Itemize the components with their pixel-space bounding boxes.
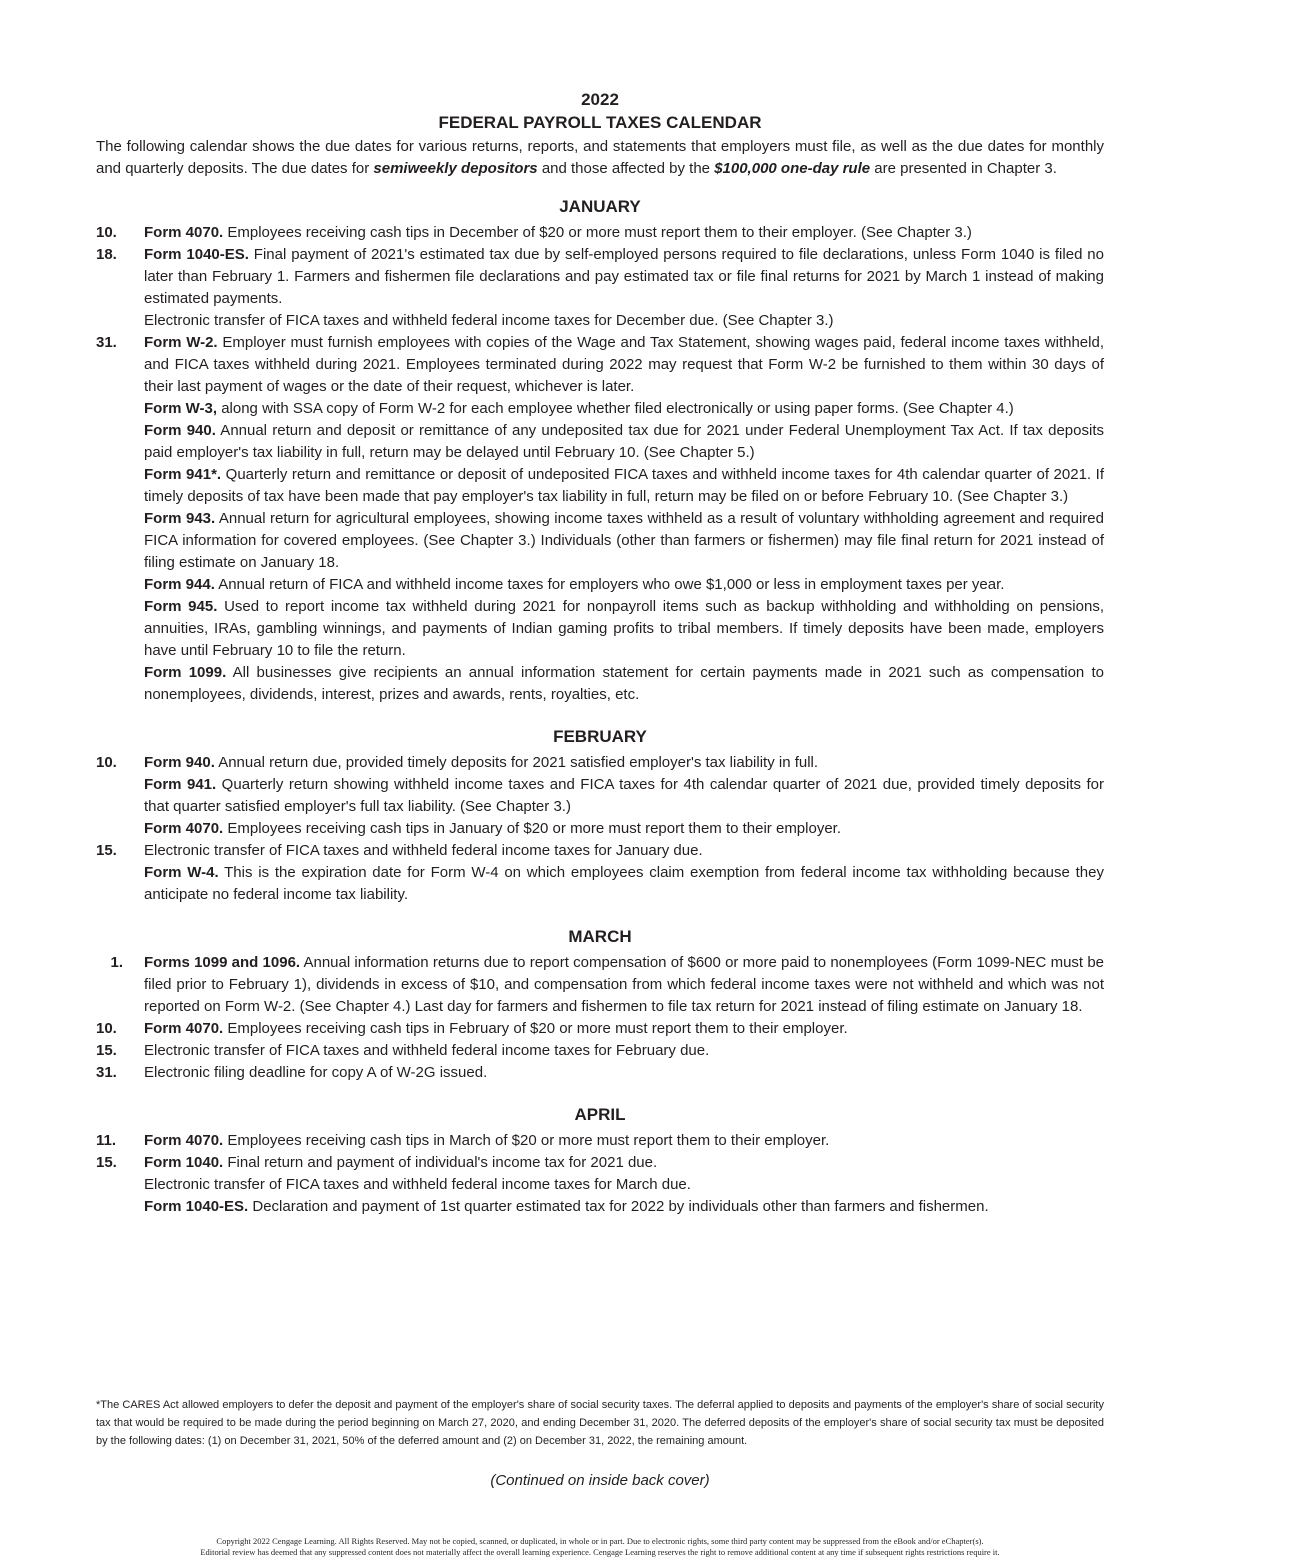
entry-day bbox=[96, 420, 144, 464]
entry-text: Electronic transfer of FICA taxes and withheld federal income taxes for January due. bbox=[144, 842, 703, 859]
entry-text: All businesses give recipients an annual information statement for certain payments made in 2021 such as compensation to nonemployees, dividends, interest, prizes and awards, rents, royalties, etc. bbox=[144, 664, 1104, 703]
entry-text: Electronic transfer of FICA taxes and withheld federal income taxes for February due. bbox=[144, 1042, 710, 1059]
entry-day bbox=[96, 464, 144, 508]
calendar-entry bbox=[96, 332, 1104, 398]
calendar-entry bbox=[96, 1018, 1104, 1040]
calendar-entry bbox=[96, 310, 1104, 332]
entry-day: 31. bbox=[96, 1064, 117, 1081]
entry-text: Electronic transfer of FICA taxes and withheld federal income taxes for December due. (See Chapter 3.) bbox=[144, 312, 834, 329]
entry-day bbox=[96, 862, 144, 906]
month-heading-february: FEBRUARY bbox=[553, 727, 647, 746]
calendar-entry bbox=[96, 1196, 1104, 1218]
form-name: Form 941. bbox=[144, 776, 217, 793]
entry-day bbox=[96, 574, 144, 596]
calendar-entry bbox=[96, 1062, 1104, 1084]
form-name: Form 940. bbox=[144, 422, 216, 439]
form-name: Form 943. bbox=[144, 510, 216, 527]
form-name: Form 1040-ES. bbox=[144, 246, 249, 263]
month-heading-march: MARCH bbox=[568, 927, 632, 946]
form-name: Form 945. bbox=[144, 598, 218, 615]
entry-text: Quarterly return showing withheld income taxes and FICA taxes for 4th calendar quarter of 2021 due, provided timely deposits for that quarter satisfied employer's full tax liability. (See Chapter 3.) bbox=[144, 776, 1104, 815]
intro-paragraph bbox=[96, 136, 1104, 180]
calendar-entry bbox=[96, 1174, 1104, 1196]
entry-text: Employees receiving cash tips in January of $20 or more must report them to their employer. bbox=[223, 820, 842, 837]
entry-day bbox=[96, 596, 144, 662]
form-name: Form W-3, bbox=[144, 400, 218, 417]
entry-text: Annual return of FICA and withheld income taxes for employers who owe $1,000 or less in employment taxes per year. bbox=[214, 576, 1005, 593]
entry-text: Employees receiving cash tips in March of $20 or more must report them to their employer. bbox=[223, 1132, 830, 1149]
calendar-entry bbox=[96, 464, 1104, 508]
form-name: Form 944. bbox=[144, 576, 215, 593]
form-name: Form 4070. bbox=[144, 1132, 224, 1149]
entry-day bbox=[96, 662, 144, 706]
calendar-year: 2022 bbox=[581, 90, 619, 109]
entry-text: Used to report income tax withheld during 2021 for nonpayroll items such as backup withholding and withholding on pensions, annuities, IRAs, gambling winnings, and payments of Indian gaming profits to tribal members. If timely deposits have been made, employers have until February 10 to file the return. bbox=[144, 598, 1104, 659]
entry-text: Employees receiving cash tips in December of $20 or more must report them to their employer. (See Chapter 3.) bbox=[223, 224, 972, 241]
form-name: Form 4070. bbox=[144, 224, 224, 241]
intro-text: The following calendar shows the due dates for various returns, reports, and statements that employers must file, as well as the due dates for monthly and quarterly deposits. The due dates for bbox=[96, 138, 1104, 177]
calendar-entry bbox=[96, 222, 1104, 244]
entry-text: Final payment of 2021's estimated tax due by self-employed persons required to file declarations, unless Form 1040 is filed no later than February 1. Farmers and fishermen file declarations and pay estimated tax or file final returns for 2021 by March 1 instead of making estimated payments. bbox=[144, 246, 1104, 307]
entry-day bbox=[96, 508, 144, 574]
intro-text: are presented in Chapter 3. bbox=[870, 160, 1057, 177]
calendar-entry bbox=[96, 574, 1104, 596]
form-name: Form 941*. bbox=[144, 466, 222, 483]
entry-day bbox=[96, 774, 144, 818]
entry-text: Annual return and deposit or remittance of any undeposited tax due for 2021 under Federal Unemployment Tax Act. If tax deposits paid employer's tax liability in full, return may be delayed until February 10. (See Chapter 5.) bbox=[144, 422, 1104, 461]
entry-text: Employer must furnish employees with copies of the Wage and Tax Statement, showing wages paid, federal income taxes withheld, and FICA taxes withheld during 2021. Employees terminated during 2022 may request that Form W-2 be furnished to them within 30 days of their last payment of wages or the date of their request, whichever is later. bbox=[144, 334, 1104, 395]
continued-note: (Continued on inside back cover) bbox=[490, 1472, 710, 1489]
copyright-line: Editorial review has deemed that any suppressed content does not materially affect the overall learning experience. Cengage Learning reserves the right to remove additional content at any time if subsequent rights restrictions require it. bbox=[200, 1547, 1000, 1557]
intro-emphasis: semiweekly depositors bbox=[373, 160, 538, 177]
month-heading-january: JANUARY bbox=[559, 197, 641, 216]
entry-text: Annual return for agricultural employees, showing income taxes withheld as a result of voluntary withholding agreement and required FICA information for covered employees. (See Chapter 3.) Individuals (other than farmers or fishermen) may file final return for 2021 instead of filing estimate on January 18. bbox=[144, 510, 1104, 571]
entry-day bbox=[96, 1196, 144, 1218]
page-title: FEDERAL PAYROLL TAXES CALENDAR bbox=[438, 113, 762, 132]
calendar-entry bbox=[96, 1040, 1104, 1062]
form-name: Form 1099. bbox=[144, 664, 227, 681]
calendar-entry bbox=[96, 244, 1104, 310]
entry-day bbox=[96, 1174, 144, 1196]
entry-text: along with SSA copy of Form W-2 for each employee whether filed electronically or using paper forms. (See Chapter 4.) bbox=[217, 400, 1014, 417]
entry-text: Annual information returns due to report compensation of $600 or more paid to nonemployees (Form 1099-NEC must be filed prior to February 1), dividends in excess of $10, and compensation from which federal income taxes were not withheld and which was not reported on Form W-2. (See Chapter 4.) Last day for farmers and fishermen to file tax return for 2021 instead of filing estimate on January 18. bbox=[144, 954, 1105, 1015]
entry-text: Final return and payment of individual's income tax for 2021 due. bbox=[223, 1154, 658, 1171]
entry-text: Electronic filing deadline for copy A of W-2G issued. bbox=[144, 1064, 488, 1081]
calendar-entry bbox=[96, 596, 1104, 662]
entry-text: This is the expiration date for Form W-4 on which employees claim exemption from federal income tax withholding because they anticipate no federal income tax liability. bbox=[144, 864, 1104, 903]
entry-text: Employees receiving cash tips in February of $20 or more must report them to their employer. bbox=[223, 1020, 848, 1037]
calendar-entry bbox=[96, 508, 1104, 574]
form-name: Form 940. bbox=[144, 754, 215, 771]
calendar-entry bbox=[96, 420, 1104, 464]
entry-day bbox=[96, 310, 144, 332]
form-name: Form W-2. bbox=[144, 334, 218, 351]
calendar-entry bbox=[96, 818, 1104, 840]
entry-day: 15. bbox=[96, 1042, 117, 1059]
entry-day: 18. bbox=[96, 246, 117, 263]
calendar-entry bbox=[96, 840, 1104, 862]
calendar-entry bbox=[96, 952, 1104, 1018]
form-name: Form 1040-ES. bbox=[144, 1198, 249, 1215]
calendar-entry bbox=[96, 752, 1104, 774]
entry-text: Declaration and payment of 1st quarter estimated tax for 2022 by individuals other than farmers and fishermen. bbox=[248, 1198, 989, 1215]
entry-day: 1. bbox=[110, 954, 123, 971]
month-heading-april: APRIL bbox=[574, 1105, 626, 1124]
entry-day bbox=[96, 398, 144, 420]
form-name: Form 1040. bbox=[144, 1154, 224, 1171]
entry-day: 10. bbox=[96, 1020, 117, 1037]
entry-day: 31. bbox=[96, 334, 117, 351]
intro-emphasis: $100,000 one-day rule bbox=[714, 160, 871, 177]
entry-text: Quarterly return and remittance or deposit of undeposited FICA taxes and withheld income taxes for 4th calendar quarter of 2021. If timely deposits of tax have been made that pay employer's tax liability in full, return may be filed on or before February 10. (See Chapter 3.) bbox=[144, 466, 1104, 505]
entry-day: 15. bbox=[96, 842, 117, 859]
entry-day: 15. bbox=[96, 1154, 117, 1171]
entry-day: 11. bbox=[96, 1132, 117, 1149]
copyright-line: Copyright 2022 Cengage Learning. All Rights Reserved. May not be copied, scanned, or duplicated, in whole or in part. Due to electronic rights, some third party content may be suppressed from the eBook and/or eChapter(s). bbox=[216, 1536, 984, 1546]
calendar-entry bbox=[96, 774, 1104, 818]
form-name: Forms 1099 and 1096. bbox=[144, 954, 301, 971]
entry-text: Electronic transfer of FICA taxes and withheld federal income taxes for March due. bbox=[144, 1176, 691, 1193]
calendar-entry bbox=[96, 662, 1104, 706]
form-name: Form 4070. bbox=[144, 1020, 224, 1037]
calendar-entry bbox=[96, 862, 1104, 906]
calendar-entry bbox=[96, 1130, 1104, 1152]
entry-text: Annual return due, provided timely deposits for 2021 satisfied employer's tax liability in full. bbox=[214, 754, 819, 771]
copyright-notice bbox=[96, 1536, 1104, 1558]
entry-day: 10. bbox=[96, 754, 117, 771]
form-name: Form 4070. bbox=[144, 820, 224, 837]
intro-text: and those affected by the bbox=[537, 160, 715, 177]
calendar-page bbox=[96, 88, 1104, 1218]
form-name: Form W-4. bbox=[144, 864, 219, 881]
entry-day: 10. bbox=[96, 224, 117, 241]
calendar-entry bbox=[96, 398, 1104, 420]
entry-day bbox=[96, 818, 144, 840]
footnote: *The CARES Act allowed employers to defer the deposit and payment of the employer's share of social security taxes. The deferral applied to deposits and payments of the employer's share of social security tax that would be required to be made during the period beginning on March 27, 2020, and ending December 31, 2020. The deferred deposits of the employer's share of social security tax must be deposited by the following dates: (1) on December 31, 2021, 50% of the deferred amount and (2) on December 31, 2022, the remaining amount. bbox=[96, 1399, 1104, 1447]
calendar-entry bbox=[96, 1152, 1104, 1174]
